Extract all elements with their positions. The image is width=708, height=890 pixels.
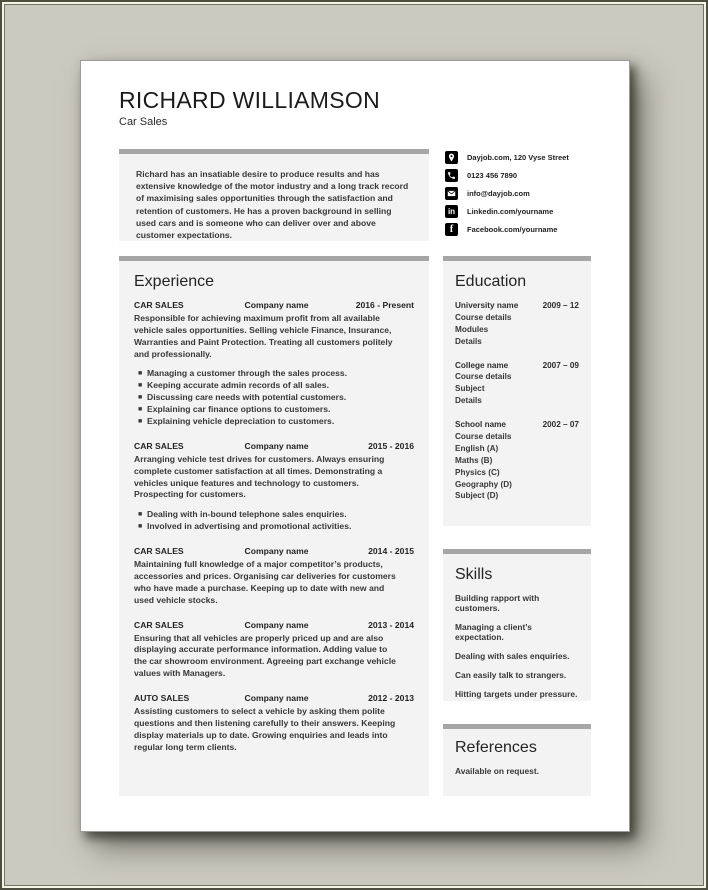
summary-text: Richard has an insatiable desire to produce results and has extensive knowledge of the motor industry and a long track record of maximising sales opportunities through the satisfaction and retention of customers. He has a proven background in selling used cars and is someone who can deliver over and above customer expectations. bbox=[136, 169, 409, 241]
job-head bbox=[134, 441, 414, 451]
contact-row-email bbox=[445, 187, 609, 200]
education-entry bbox=[455, 360, 579, 408]
bullet-marker-icon: ■ bbox=[138, 406, 143, 414]
education-detail: Subject (D) bbox=[455, 491, 499, 501]
contact-email: info@dayjob.com bbox=[467, 189, 530, 198]
job-bullet bbox=[134, 368, 414, 380]
bullet-marker-icon: ■ bbox=[138, 394, 143, 402]
job-bullet bbox=[134, 416, 414, 428]
candidate-name: RICHARD WILLIAMSON bbox=[119, 87, 380, 113]
references-section bbox=[443, 724, 591, 796]
bullet-text: Dealing with in-bound telephone sales enquiries. bbox=[147, 509, 347, 520]
contact-block bbox=[445, 151, 609, 241]
contact-row-phone bbox=[445, 169, 609, 182]
job-role: CAR SALES bbox=[134, 440, 184, 451]
education-dates: 2009 – 12 bbox=[542, 301, 579, 310]
job-role: CAR SALES bbox=[134, 546, 184, 557]
education-dates: 2007 – 09 bbox=[542, 360, 579, 370]
job-entry bbox=[134, 620, 414, 680]
bullet-text: Keeping accurate admin records of all sales. bbox=[147, 380, 329, 391]
education-detail-list bbox=[455, 371, 579, 407]
resume-page bbox=[80, 60, 630, 832]
job-description: Ensuring that all vehicles are properly priced up and are also displaying accurate performance information. Adding value to the car showroom environment. Agreeing part exchange vehicle values with Managers. bbox=[134, 632, 396, 679]
education-title: Education bbox=[455, 273, 527, 290]
education-detail: Course details bbox=[455, 372, 512, 382]
bullet-text: Managing a customer through the sales process. bbox=[147, 368, 348, 379]
job-description: Maintaining full knowledge of a major competitor’s products, accessories and prices. Organising car deliveries for customers who have made a purchase. Keeping up to date with new and used vehicle stocks. bbox=[134, 559, 396, 605]
references-text: Available on request. bbox=[455, 766, 539, 776]
education-section bbox=[443, 256, 591, 526]
education-head bbox=[455, 360, 579, 372]
phone-icon bbox=[445, 169, 458, 182]
education-detail: Details bbox=[455, 336, 482, 346]
job-description: Assisting customers to select a vehicle by asking them polite questions and then listening carefully to their answers. Keeping display materials up to date. Growing enquiries and leads into regular long term clients. bbox=[134, 705, 396, 752]
contact-row-linkedin bbox=[445, 205, 609, 218]
summary-panel bbox=[119, 149, 429, 241]
bullet-text: Involved in advertising and promotional activities. bbox=[147, 521, 352, 532]
education-detail: Maths (B) bbox=[455, 455, 493, 465]
skill-item: Hitting targets under pressure. bbox=[455, 689, 578, 699]
contact-row-facebook bbox=[445, 223, 609, 236]
education-detail: Course details bbox=[455, 312, 512, 322]
education-head bbox=[455, 419, 579, 431]
skill-item: Dealing with sales enquiries. bbox=[455, 651, 570, 661]
job-role: AUTO SALES bbox=[134, 692, 190, 703]
facebook-icon: f bbox=[445, 223, 458, 236]
job-dates: 2016 - Present bbox=[355, 300, 414, 310]
job-entry bbox=[134, 546, 414, 606]
education-institution: College name bbox=[455, 360, 509, 370]
contact-facebook: Facebook.com/yourname bbox=[467, 225, 558, 234]
bullet-marker-icon: ■ bbox=[138, 418, 143, 425]
experience-title: Experience bbox=[134, 273, 215, 290]
job-company: Company name bbox=[244, 619, 309, 630]
resume-header bbox=[119, 87, 380, 128]
job-bullet bbox=[134, 380, 414, 392]
location-icon bbox=[445, 151, 458, 164]
experience-section bbox=[119, 256, 429, 796]
job-bullet bbox=[134, 521, 414, 533]
skills-list bbox=[455, 593, 579, 699]
contact-phone: 0123 456 7890 bbox=[467, 171, 518, 180]
education-list bbox=[455, 300, 579, 502]
job-company: Company name bbox=[244, 546, 309, 557]
linkedin-icon: in bbox=[445, 205, 458, 218]
education-detail-list bbox=[455, 431, 579, 502]
bullet-marker-icon: ■ bbox=[138, 523, 143, 531]
job-dates: 2014 - 2015 bbox=[368, 546, 414, 557]
job-company: Company name bbox=[244, 692, 309, 703]
job-dates: 2013 - 2014 bbox=[368, 619, 414, 630]
job-head bbox=[134, 546, 414, 556]
education-detail: Geography (D) bbox=[455, 479, 512, 489]
job-dates: 2012 - 2013 bbox=[368, 692, 414, 703]
job-company: Company name bbox=[244, 300, 309, 310]
education-detail-list bbox=[455, 312, 579, 348]
bullet-text: Discussing care needs with potential customers. bbox=[147, 392, 347, 403]
bullet-marker-icon: ■ bbox=[138, 382, 143, 390]
education-dates: 2002 – 07 bbox=[542, 420, 579, 430]
references-title: References bbox=[455, 739, 537, 756]
bullet-marker-icon: ■ bbox=[138, 511, 143, 519]
job-entry bbox=[134, 300, 414, 428]
education-detail: English (A) bbox=[455, 443, 499, 453]
education-detail: Subject bbox=[455, 384, 485, 394]
job-head bbox=[134, 693, 414, 703]
job-bullet bbox=[134, 392, 414, 404]
education-institution: School name bbox=[455, 420, 506, 430]
job-list bbox=[134, 300, 414, 753]
job-description: Arranging vehicle test drives for customers. Always ensuring complete customer satisfaction at all times. Demonstrating a vehicles unique features and technology to customers. Prospecting for customers. bbox=[134, 453, 385, 500]
job-role: CAR SALES bbox=[134, 300, 184, 310]
contact-address: Dayjob.com, 120 Vyse Street bbox=[467, 153, 569, 162]
education-entry bbox=[455, 419, 579, 502]
job-dates: 2015 - 2016 bbox=[368, 440, 414, 451]
skills-title: Skills bbox=[455, 566, 493, 583]
email-icon bbox=[445, 187, 458, 200]
job-bullet bbox=[134, 404, 414, 416]
job-bullet-list bbox=[134, 509, 414, 533]
job-head bbox=[134, 300, 414, 310]
education-detail: Modules bbox=[455, 324, 489, 334]
bullet-marker-icon: ■ bbox=[138, 370, 143, 378]
contact-linkedin: Linkedin.com/yourname bbox=[467, 207, 554, 216]
job-description: Responsible for achieving maximum profit from all available vehicle sales opportunities. Selling vehicle Finance, Insurance, Warranties and Paint Protection. Treating all customers politely and professionally. bbox=[134, 313, 393, 359]
skill-item: Building rapport with customers. bbox=[455, 593, 540, 613]
job-entry bbox=[134, 693, 414, 753]
contact-row-address bbox=[445, 151, 609, 164]
job-role: CAR SALES bbox=[134, 619, 184, 630]
job-bullet bbox=[134, 509, 414, 521]
bullet-text: Explaining car finance options to customers. bbox=[147, 404, 331, 415]
skill-item: Managing a client’s expectation. bbox=[455, 622, 532, 642]
education-detail: Physics (C) bbox=[455, 467, 500, 477]
bullet-text: Explaining vehicle depreciation to customers. bbox=[147, 416, 335, 426]
candidate-job-title: Car Sales bbox=[119, 116, 168, 128]
education-institution: University name bbox=[455, 301, 519, 310]
job-entry bbox=[134, 441, 414, 533]
job-head bbox=[134, 620, 414, 630]
education-detail: Details bbox=[455, 396, 482, 406]
education-entry bbox=[455, 300, 579, 348]
education-detail: Course details bbox=[455, 432, 512, 442]
job-bullet-list bbox=[134, 368, 414, 427]
job-company: Company name bbox=[244, 440, 309, 451]
skill-item: Can easily talk to strangers. bbox=[455, 670, 567, 680]
skills-section bbox=[443, 549, 591, 701]
education-head bbox=[455, 300, 579, 312]
